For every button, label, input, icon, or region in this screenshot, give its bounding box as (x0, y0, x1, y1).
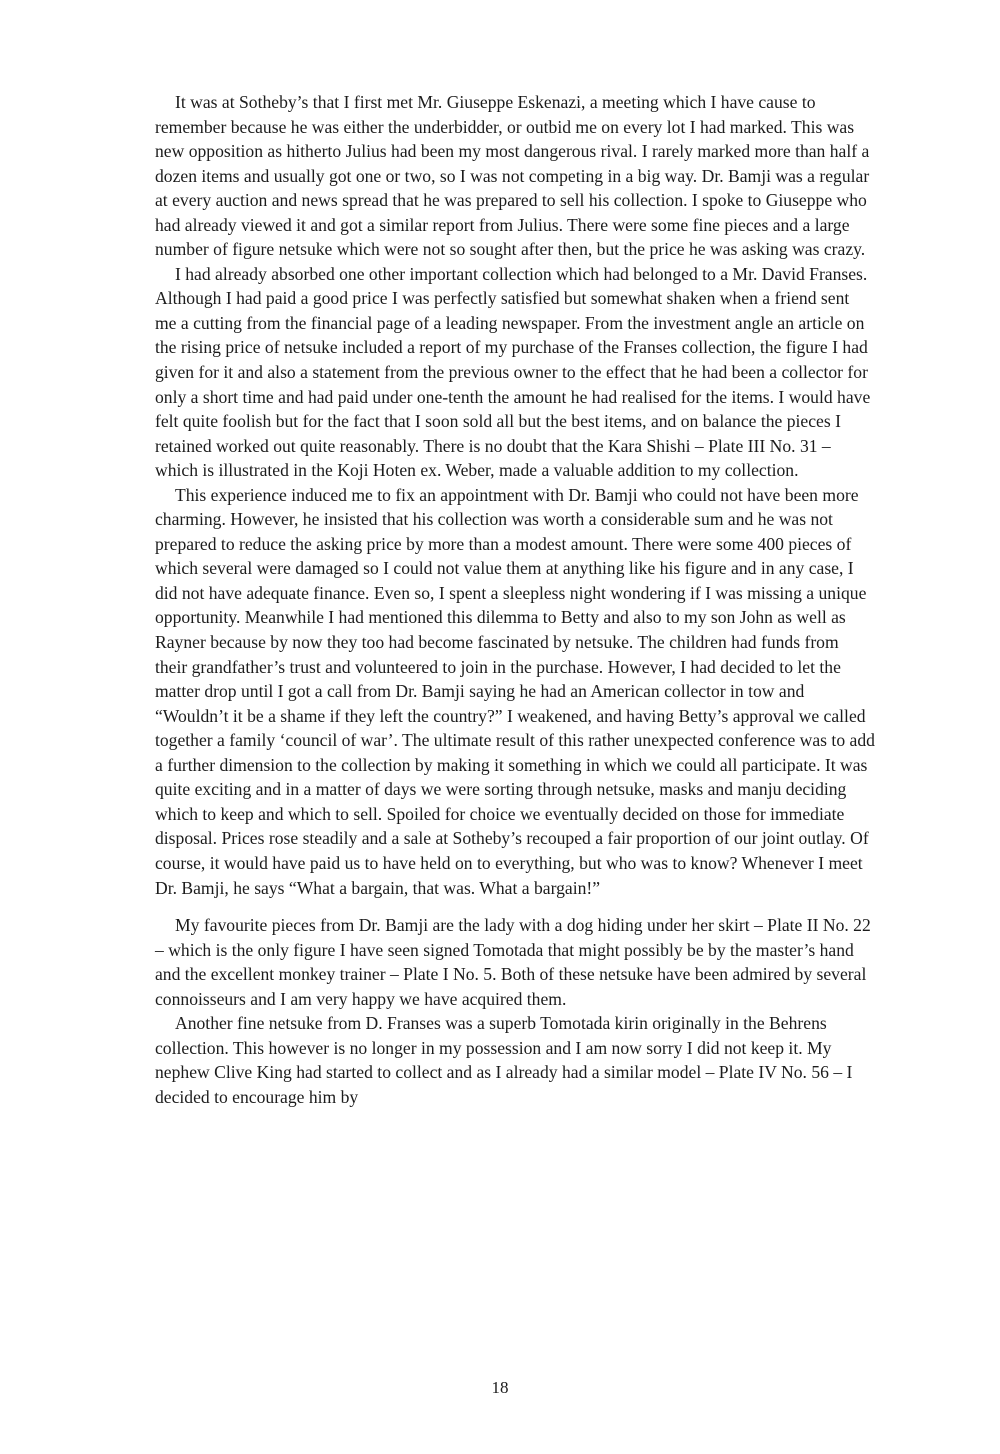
paragraph-sothebys-meeting: It was at Sotheby’s that I first met Mr. Giuseppe Eskenazi, a meeting which I have cause to remember because he was either the underbidder, or outbid me on every lot I had marked. This was new opposition as hitherto Julius had been my most dangerous rival. I rarely marked more than half a dozen items and usually got one or two, so I was not competing in a big way. Dr. Bamji was a regular at every auction and news spread that he was prepared to sell his collection. I spoke to Giuseppe who had already viewed it and got a similar report from Julius. There were some fine pieces and a large number of figure netsuke which were not so sought after then, but the price he was asking was crazy. (155, 92, 870, 260)
paragraph-bamji-appointment: This experience induced me to fix an appointment with Dr. Bamji who could not have been more charming. However, he insisted that his collection was worth a considerable sum and he was not prepared to reduce the asking price by more than a modest amount. There were some 400 pieces of which several were damaged so I could not value them at anything like his figure and in any case, I did not have adequate finance. Even so, I spent a sleepless night wondering if I was missing a unique opportunity. Meanwhile I had mentioned this dilemma to Betty and also to my son John as well as Rayner because by now they too had become fascinated by netsuke. The children had funds from their grandfather’s trust and volunteered to join in the purchase. However, I had decided to let the matter drop until I got a call from Dr. Bamji saying he had an American collector in tow and “Wouldn’t it be a shame if they left the country?” I weakened, and having Betty’s approval we called together a family ‘council of war’. The ultimate result of this rather unexpected conference was to add a further dimension to the collection by making it something in which we could all participate. It was quite exciting and in a matter of days we were sorting through netsuke, masks and manju deciding which to keep and which to sell. Spoiled for choice we eventually decided on those for immediate disposal. Prices rose steadily and a sale at Sotheby’s recouped a fair proportion of our joint outlay. Of course, it would have paid us to have held on to everything, but who was to know? Whenever I meet Dr. Bamji, he says “What a bargain, that was. What a bargain!” (155, 484, 875, 898)
page-number: 18 (491, 1378, 509, 1397)
paragraph-tomotada-kirin: Another fine netsuke from D. Franses was a superb Tomotada kirin originally in the Behrens collection. This however is no longer in my possession and I am now sorry I did not keep it. My nephew Clive King had started to collect and as I already had a similar model – Plate IV No. 56 – I decided to encourage him by (155, 1013, 853, 1107)
paragraph-franses-collection: I had already absorbed one other important collection which had belonged to a Mr. David Franses. Although I had paid a good price I was perfectly satisfied but somewhat shaken when a friend sent me a cutting from the financial page of a leading newspaper. From the investment angle an article on the rising price of netsuke included a report of my purchase of the Franses collection, the figure I had given for it and also a statement from the previous owner to the effect that he had been a collector for only a short time and had paid under one-tenth the amount he had realised for the items. I would have felt quite foolish but for the fact that I soon sold all but the best items, and on balance the pieces I retained worked out quite reasonably. There is no doubt that the Kara Shishi – Plate III No. 31 – which is illustrated in the Koji Hoten ex. Weber, made a valuable addition to my collection. (155, 263, 871, 481)
body-text (155, 90, 875, 1109)
paragraph-favourite-pieces: My favourite pieces from Dr. Bamji are the lady with a dog hiding under her skirt – Plate II No. 22 – which is the only figure I have seen signed Tomotada that might possibly be by the master’s hand and the excellent monkey trainer – Plate I No. 5. Both of these netsuke have been admired by several connoisseurs and I am very happy we have acquired them. (155, 915, 871, 1009)
